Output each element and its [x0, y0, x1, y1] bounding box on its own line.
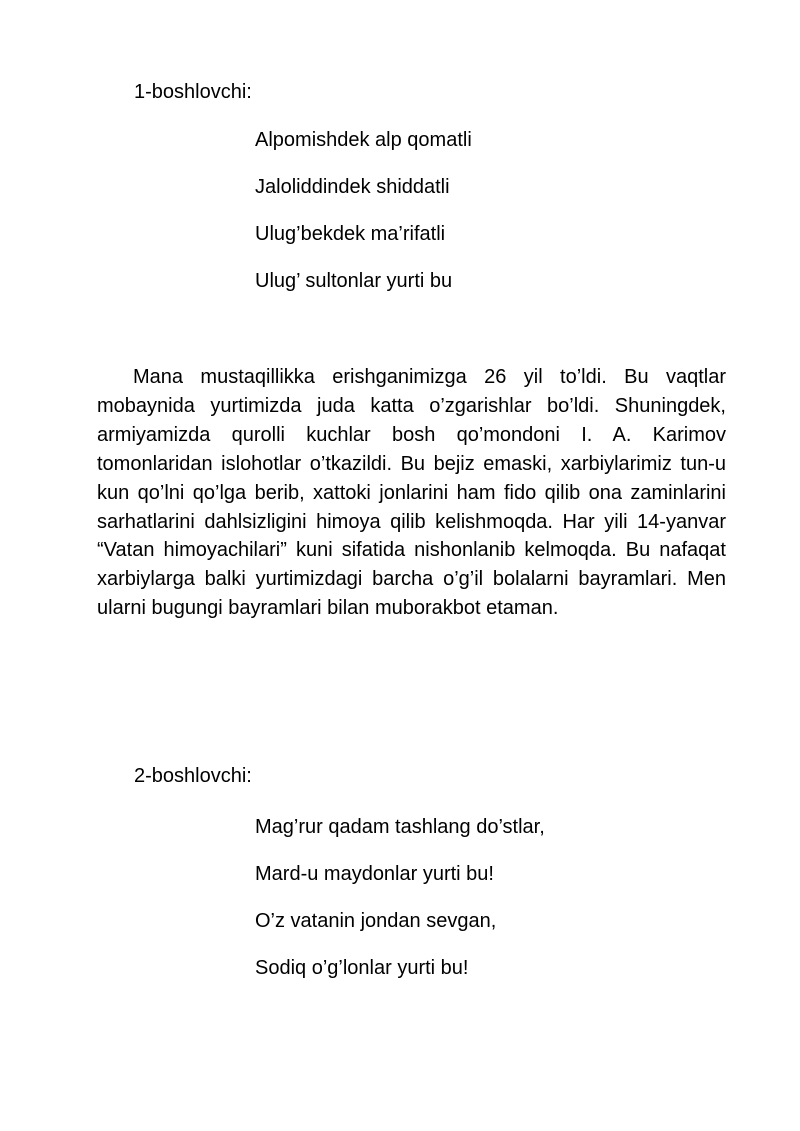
verse-block-1 — [255, 128, 735, 316]
verse-line: Mard-u maydonlar yurti bu! — [255, 863, 494, 885]
verse-line: Jaloliddindek shiddatli — [255, 176, 450, 198]
verse-line: Mag’rur qadam tashlang do’stlar, — [255, 816, 545, 838]
speaker-label-2: 2-boshlovchi: — [134, 765, 252, 787]
speaker-label-1: 1-boshlovchi: — [134, 81, 252, 103]
verse-line: Ulug’bekdek ma’rifatli — [255, 223, 446, 245]
body-paragraph: Mana mustaqillikka erishganimizga 26 yil to’ldi. Bu vaqtlar mobaynida yurtimizda juda katta o’zgarishlar bo’ldi. Shuningdek, armiyamizda qurolli kuchlar bosh qo’mondoni I. A. Karimov tomonlaridan islohotlar o’tkazildi. Bu bejiz emaski, xarbiylarimiz tun-u kun qo’lni qo’lga berib, xattoki jonlarini ham fido qilib ona zaminlarini sarhatlarini dahlsizligini himoya qilib kelishmoqda. Har yili 14-yanvar “Vatan himoyachilari” kuni sifatida nishonlanib kelmoqda. Bu nafaqat xarbiylarga balki yurtimizdagi barcha o’g’il bolalarni bayramlari. Men ularni bugungi bayramlari bilan muborakbot etaman. — [97, 366, 726, 620]
verse-line: Ulug’ sultonlar yurti bu — [255, 270, 453, 292]
verse-line: Alpomishdek alp qomatli — [255, 129, 472, 151]
verse-line: Sodiq o’g’lonlar yurti bu! — [255, 957, 469, 979]
verse-line: O’z vatanin jondan sevgan, — [255, 910, 497, 932]
verse-block-2 — [255, 815, 735, 1003]
